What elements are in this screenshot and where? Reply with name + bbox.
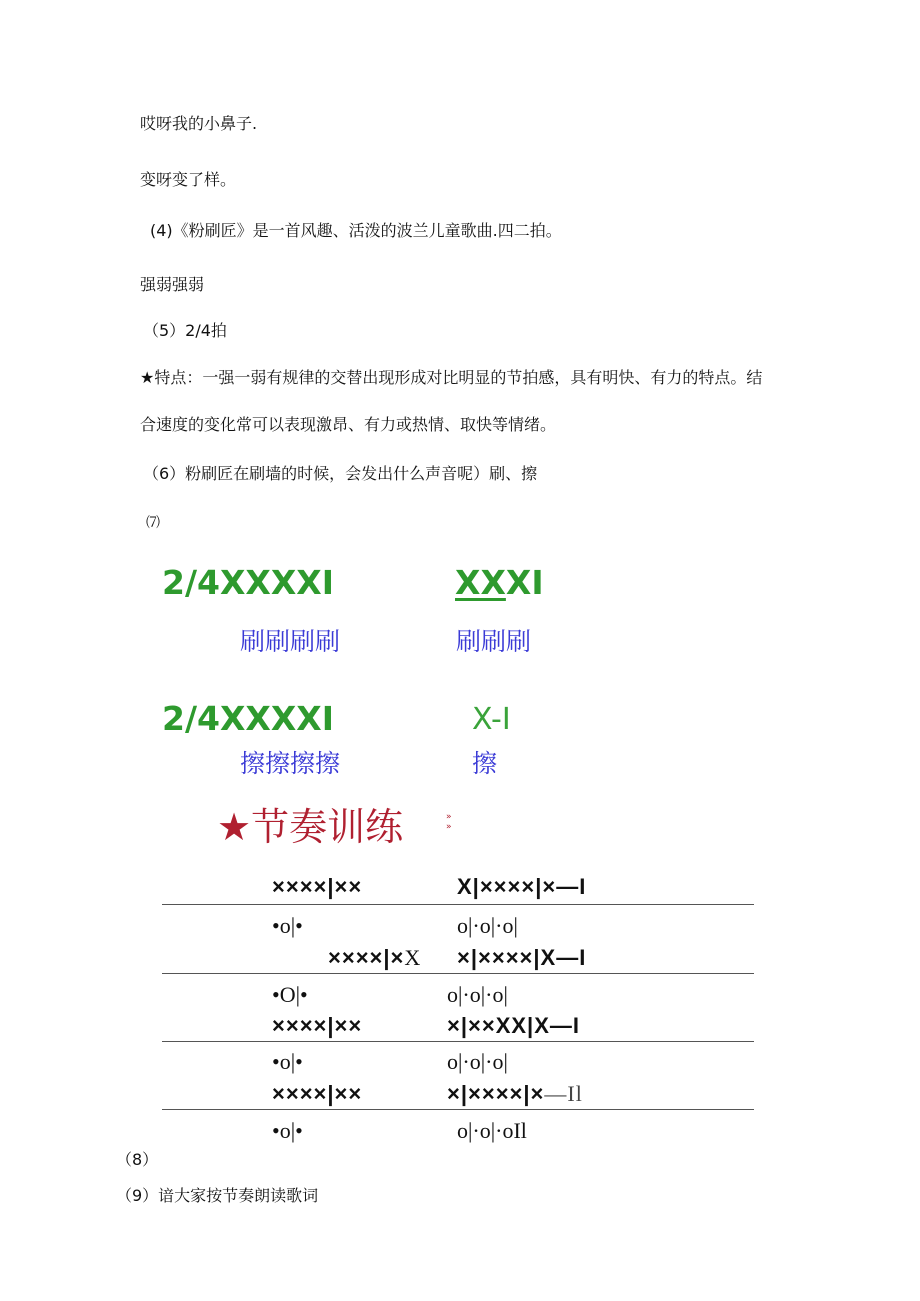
lyric-line-2: 变呀变了样。 [140,170,237,189]
item-6: （6）粉刷匠在刷墙的时候，会发出什么声音呢）刷、擦 [143,464,538,483]
divider [162,973,754,974]
item-5: （5）2/4拍 [143,321,227,340]
lyric-line-1: 哎呀我的小鼻子. [140,114,258,133]
training-row-4-notes-right-tail: —Il [544,1081,583,1106]
training-row-3-beats-right: o|·o|·o| [447,1049,508,1074]
divider [162,1041,754,1042]
training-row-1-beats-right: o|·o|·o| [457,913,518,938]
item-7: ⑺ [146,515,160,531]
rhythm-row-1-left: 2/4XXXXI [162,563,335,602]
training-title: ★节奏训练 [217,805,404,849]
rhythm-lyric-2-right: 擦 [472,749,498,778]
training-row-4-notes-right-main: ×|××××|× [447,1081,545,1106]
training-row-4-notes-right [447,1081,583,1107]
item-9: （9）谙大家按节奏朗读歌词 [116,1186,319,1205]
rhythm-lyric-2-left: 擦擦擦擦 [240,749,341,778]
training-row-3-beats-left: •o|• [272,1049,303,1074]
divider [162,904,754,905]
strong-weak-text: 强弱强弱 [140,275,205,294]
feature-line-2: 合速度的变化常可以表现激昂、有力或热情、取快等情绪。 [140,415,557,434]
training-row-4-notes-left: ××××|×× [272,1081,363,1106]
feature-line-1: ★特点：一强一弱有规律的交替出现形成对比明显的节拍感，具有明快、有力的特点。结 [140,368,763,387]
training-row-2-beats-left: •O|• [272,982,308,1007]
divider [162,1109,754,1110]
training-row-1-notes-left: ××××|×× [272,874,363,899]
rhythm-row-2-left: 2/4XXXXI [162,699,335,738]
rhythm-row-2-right: X-I [472,702,511,737]
training-row-2-notes-left-tail: X [404,945,422,970]
item-4: (4)《粉刷匠》是一首风趣、活泼的波兰儿童歌曲.四二拍。 [150,221,562,240]
training-row-3-notes-left: ××××|×× [272,1013,363,1038]
training-row-2-notes-left-main: ××××|× [328,945,405,970]
training-row-3-notes-right: ×|××XX|X—I [447,1013,580,1038]
training-row-4-beats-left: •o|• [272,1118,303,1143]
rhythm-underlined-notes: XX [455,563,506,602]
item-8: （8） [116,1150,159,1169]
training-row-4-beats-right: o|·o|·oIl [457,1118,527,1143]
training-row-1-notes-right: X|××××|×—I [457,874,587,899]
rhythm-lyric-1-left: 刷刷刷刷 [240,627,341,656]
training-row-2-notes-left [328,945,421,971]
training-row-2-notes-right: ×|××××|X—I [457,945,587,970]
rhythm-remaining-notes: XI [505,563,544,602]
training-marks: » » [446,812,452,832]
training-row-1-beats-left: •o|• [272,913,303,938]
training-row-2-beats-right: o|·o|·o| [447,982,508,1007]
rhythm-row-1-right [455,564,544,602]
rhythm-lyric-1-right: 刷刷刷 [456,627,532,656]
